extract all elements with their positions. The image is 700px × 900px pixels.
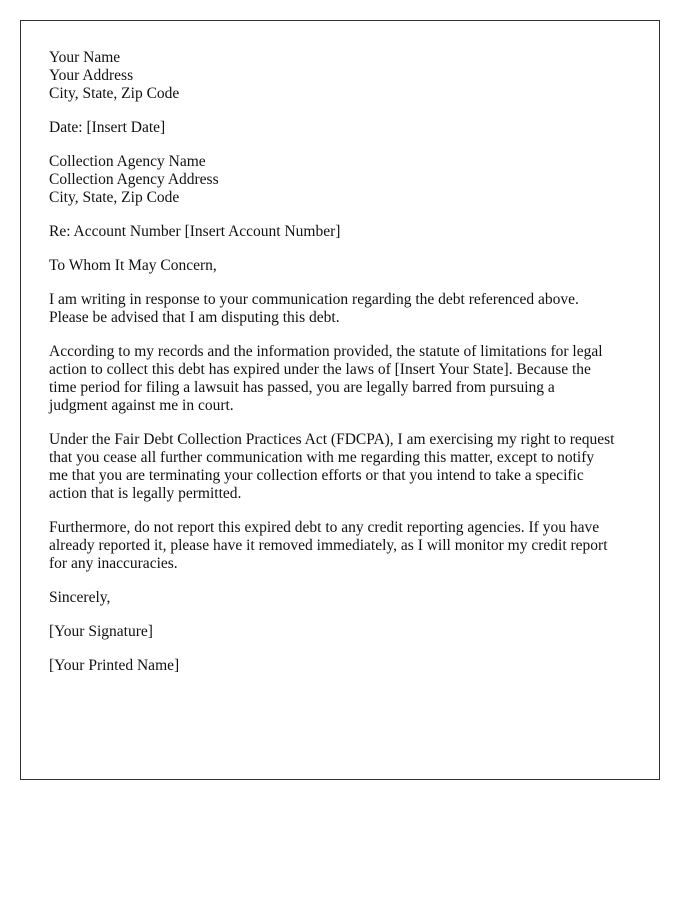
recipient-address: Collection Agency Address bbox=[49, 171, 219, 188]
reference-block bbox=[49, 223, 631, 241]
paragraph-line: Furthermore, do not report this expired debt to any credit reporting agencies. If you have bbox=[49, 519, 600, 536]
date-line: Date: [Insert Date] bbox=[49, 119, 166, 136]
paragraph-line: for any inaccuracies. bbox=[49, 555, 178, 572]
signature-block bbox=[49, 623, 631, 641]
paragraph-line: Under the Fair Debt Collection Practices Act (FDCPA), I am exercising my right to request bbox=[49, 431, 615, 448]
body-paragraph-3 bbox=[49, 431, 631, 503]
closing-block bbox=[49, 589, 631, 607]
sender-address: Your Address bbox=[49, 67, 134, 84]
salutation-block bbox=[49, 257, 631, 275]
recipient-address-block bbox=[49, 153, 631, 207]
paragraph-line: already reported it, please have it removed immediately, as I will monitor my credit report bbox=[49, 537, 608, 554]
paragraph-line: action that is legally permitted. bbox=[49, 485, 242, 502]
salutation: To Whom It May Concern, bbox=[49, 257, 217, 274]
printed-name: [Your Printed Name] bbox=[49, 657, 180, 674]
paragraph-line: judgment against me in court. bbox=[49, 397, 234, 414]
letter-page bbox=[20, 20, 660, 780]
recipient-city-state-zip: City, State, Zip Code bbox=[49, 189, 180, 206]
recipient-name: Collection Agency Name bbox=[49, 153, 206, 170]
paragraph-line: action to collect this debt has expired under the laws of [Insert Your State]. Because the bbox=[49, 361, 591, 378]
paragraph-line: me that you are terminating your collection efforts or that you intend to take a specific bbox=[49, 467, 584, 484]
closing: Sincerely, bbox=[49, 589, 111, 606]
paragraph-line: Please be advised that I am disputing this debt. bbox=[49, 309, 340, 326]
sender-name: Your Name bbox=[49, 49, 121, 66]
paragraph-line: I am writing in response to your communication regarding the debt referenced above. bbox=[49, 291, 579, 308]
paragraph-line: According to my records and the information provided, the statute of limitations for legal bbox=[49, 343, 603, 360]
paragraph-line: that you cease all further communication with me regarding this matter, except to notify bbox=[49, 449, 595, 466]
signature: [Your Signature] bbox=[49, 623, 153, 640]
sender-city-state-zip: City, State, Zip Code bbox=[49, 85, 180, 102]
printed-name-block bbox=[49, 657, 631, 675]
body-paragraph-4 bbox=[49, 519, 631, 573]
paragraph-line: time period for filing a lawsuit has passed, you are legally barred from pursuing a bbox=[49, 379, 555, 396]
body-paragraph-1 bbox=[49, 291, 631, 327]
reference-line: Re: Account Number [Insert Account Number] bbox=[49, 223, 341, 240]
date-block bbox=[49, 119, 631, 137]
sender-address-block bbox=[49, 49, 631, 103]
body-paragraph-2 bbox=[49, 343, 631, 415]
